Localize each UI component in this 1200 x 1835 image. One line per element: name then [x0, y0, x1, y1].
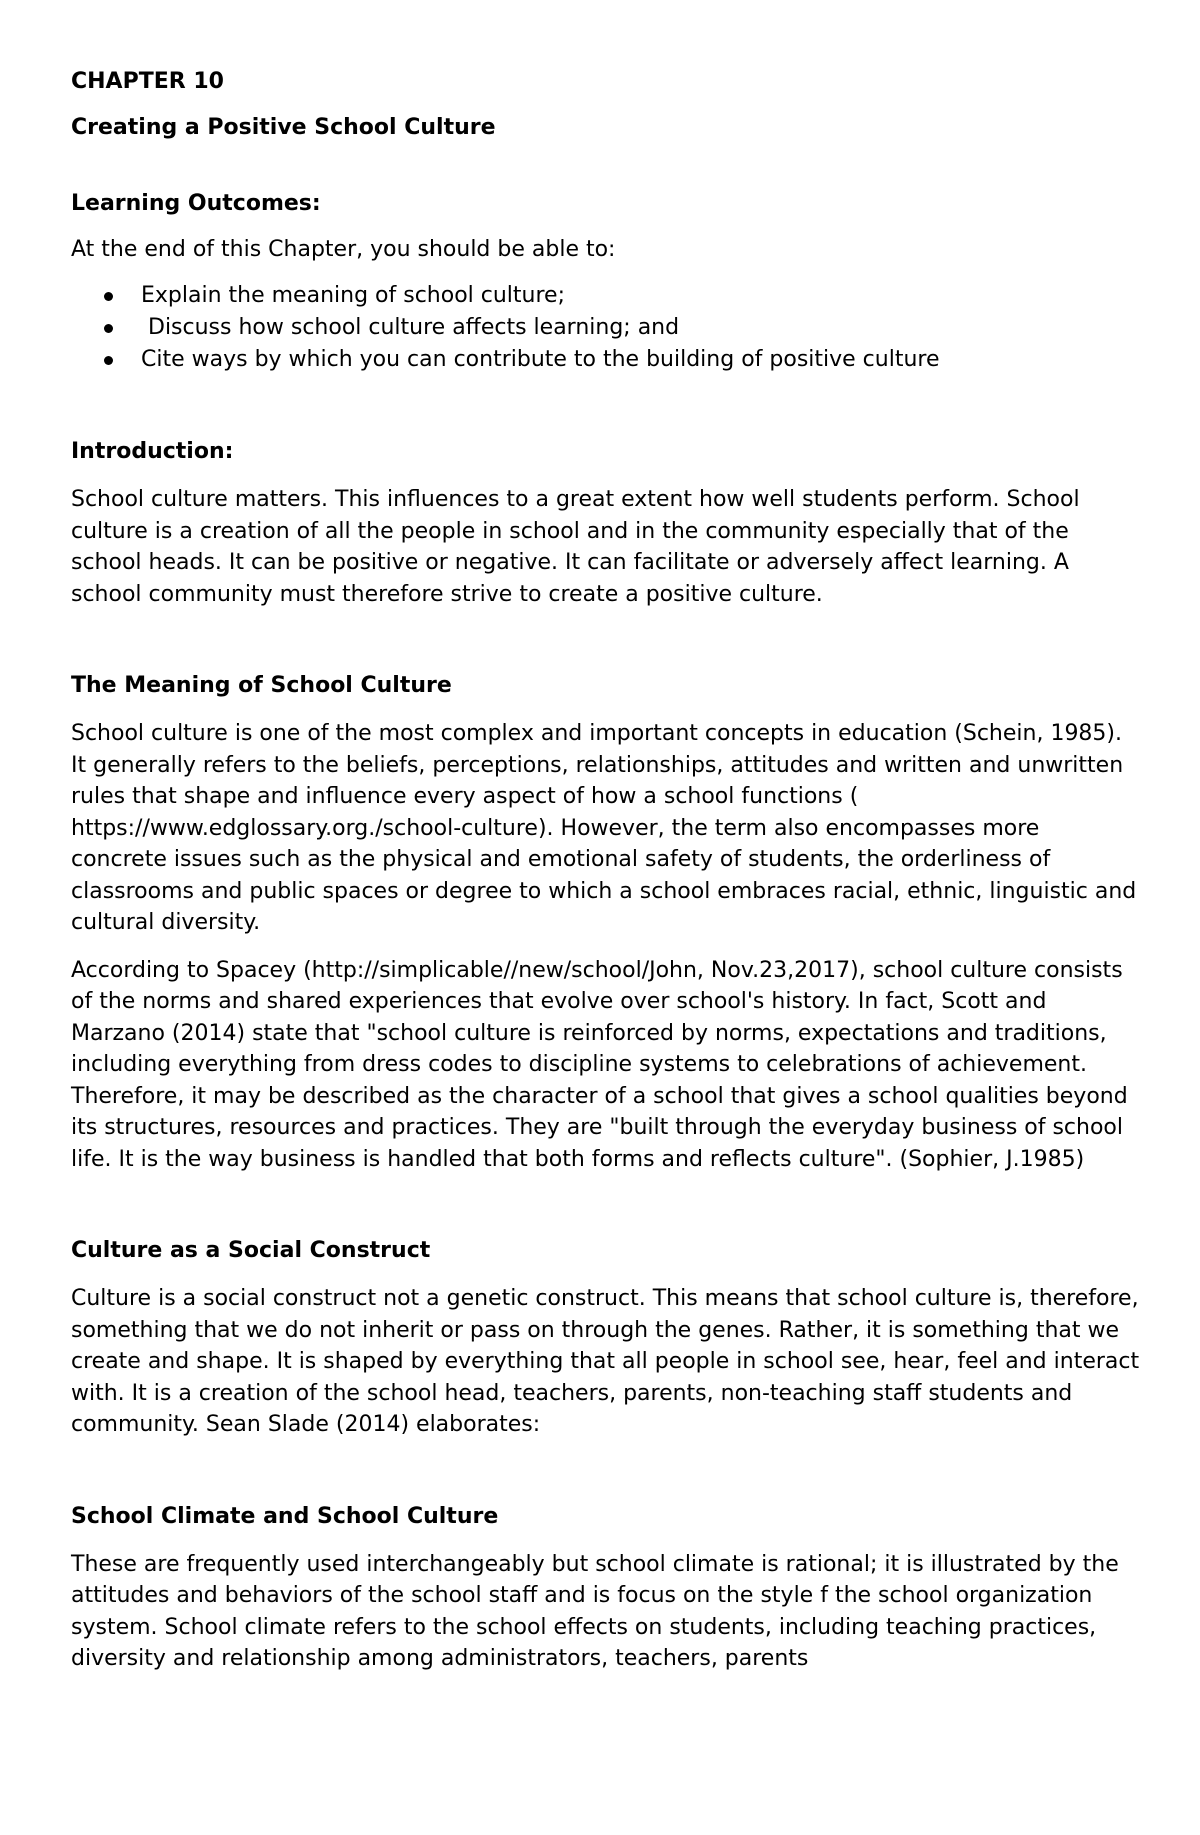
climate-paragraph: These are frequently used interchangeably but school climate is rational; it is illustrated by the attitudes and behaviors of the school staff and is focus on the style f the school organization system. School climate refers to the school effects on students, including teaching practices, diversity and relationship among administrators, teachers, parents	[71, 1551, 1119, 1671]
learning-outcome-item	[71, 312, 1141, 344]
chapter-title: Creating a Positive School Culture	[71, 115, 496, 140]
learning-outcome-text: Discuss how school culture affects learning; and	[141, 315, 680, 340]
learning-outcome-item	[71, 280, 1141, 312]
learning-outcomes-list	[71, 280, 1141, 376]
social-construct-heading: Culture as a Social Construct	[71, 1238, 431, 1263]
meaning-section	[71, 672, 1141, 1175]
introduction-paragraph: School culture matters. This influences to a great extent how well students perform. School culture is a creation of all the people in school and in the community especially that of the school heads. It can be positive or negative. It can facilitate or adversely affect learning. A school community must therefore strive to create a positive culture.	[71, 487, 1080, 607]
bullet-icon	[104, 292, 113, 301]
introduction-heading: Introduction:	[71, 439, 234, 464]
introduction-section	[71, 438, 1141, 610]
social-construct-section	[71, 1237, 1141, 1441]
document-page	[71, 68, 1141, 1691]
learning-outcomes-section	[71, 190, 1141, 376]
bullet-icon	[104, 324, 113, 333]
meaning-heading: The Meaning of School Culture	[71, 673, 452, 698]
learning-outcomes-intro: At the end of this Chapter, you should be able to:	[71, 237, 616, 262]
climate-section	[71, 1503, 1141, 1675]
learning-outcome-item	[71, 344, 1141, 376]
climate-heading: School Climate and School Culture	[71, 1503, 499, 1529]
learning-outcome-text: Explain the meaning of school culture;	[141, 283, 565, 308]
meaning-paragraph: According to Spacey (http://simplicable//new/school/John, Nov.23,2017), school culture consists of the norms and shared experiences that evolve over school's history. In fact, Scott and Marzano (2014) state that "school culture is reinforced by norms, expectations and traditions, including everything from dress codes to discipline systems to celebrations of achievement. Therefore, it may be described as the character of a school that gives a school qualities beyond its structures, resources and practices. They are "built through the everyday business of school life. It is the way business is handled that both forms and reflects culture". (Sophier, J.1985)	[71, 957, 1128, 1172]
learning-outcomes-heading: Learning Outcomes:	[71, 191, 321, 216]
meaning-paragraph: School culture is one of the most complex and important concepts in education (Schein, 1985). It generally refers to the beliefs, perceptions, relationships, attitudes and written and unwritten rules that shape and influence every aspect of how a school functions ( https://www.edglossary.org./school-culture). However, the term also encompasses more concrete issues such as the physical and emotional safety of students, the orderliness of classrooms and public spaces or degree to which a school embraces racial, ethnic, linguistic and cultural diversity.	[71, 721, 1137, 935]
bullet-icon	[104, 356, 113, 365]
chapter-label: CHAPTER 10	[71, 69, 224, 94]
learning-outcome-text: Cite ways by which you can contribute to the building of positive culture	[141, 347, 940, 372]
social-construct-paragraph: Culture is a social construct not a genetic construct. This means that school culture is, therefore, something that we do not inherit or pass on through the genes. Rather, it is something that we create and shape. It is shaped by everything that all people in school see, hear, feel and interact with. It is a creation of the school head, teachers, parents, non-teaching staff students and community. Sean Slade (2014) elaborates:	[71, 1286, 1140, 1437]
